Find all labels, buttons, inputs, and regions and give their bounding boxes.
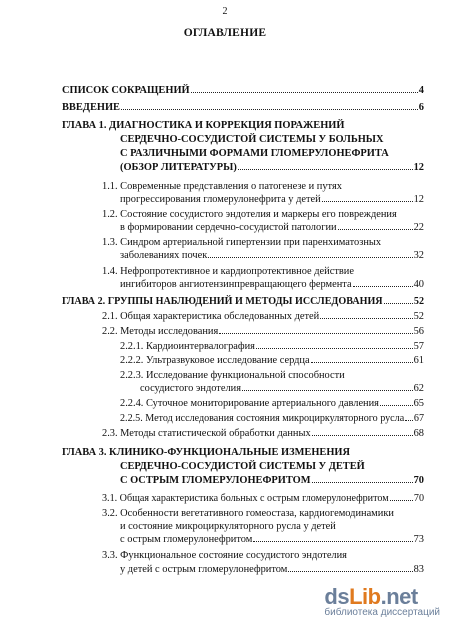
logo-part: ds bbox=[324, 584, 350, 609]
toc-entry-text: 1.2. Состояние сосудистого эндотелия и маркеры его повреждения bbox=[102, 209, 397, 220]
toc-leader bbox=[191, 92, 418, 93]
toc-entry-text: 1.4. Нефропротективное и кардиопротективное действие bbox=[102, 266, 354, 277]
toc-entry-last-line bbox=[120, 563, 424, 576]
toc-page: 65 bbox=[413, 398, 424, 409]
toc-leader bbox=[253, 541, 412, 542]
toc-entry-text: 1.1. Современные представления о патогенезе и путях bbox=[102, 181, 342, 192]
toc-leader bbox=[219, 333, 412, 334]
logo-part: Lib bbox=[349, 584, 381, 609]
toc-entry-text: С ОСТРЫМ ГЛОМЕРУЛОНЕФРИТОМ bbox=[120, 475, 311, 486]
toc-page: 32 bbox=[413, 250, 424, 261]
toc-entry-last-line bbox=[140, 382, 424, 395]
toc-entry-text: (ОБЗОР ЛИТЕРАТУРЫ) bbox=[120, 162, 237, 173]
toc-leader bbox=[242, 390, 413, 391]
toc-leader bbox=[238, 169, 413, 170]
toc-entry-text: 3.2. Особенности вегетативного гомеостаза, кардиогемодинамики bbox=[102, 508, 394, 519]
toc-entry-text: ГЛАВА 2. ГРУППЫ НАБЛЮДЕНИЙ И МЕТОДЫ ИССЛЕДОВАНИЯ bbox=[62, 296, 383, 307]
toc-entry-2-2-4[interactable] bbox=[120, 397, 424, 410]
toc-entry-text: СПИСОК СОКРАЩЕНИЙ bbox=[62, 85, 190, 96]
toc-entry-last-line bbox=[120, 221, 424, 234]
toc-entry-text: СЕРДЕЧНО-СОСУДИСТОЙ СИСТЕМЫ У ДЕТЕЙ bbox=[120, 461, 365, 472]
toc-page: 52 bbox=[413, 311, 424, 322]
toc-page: 62 bbox=[413, 383, 424, 394]
toc-entry-text: 2.1. Общая характеристика обследованных детей bbox=[102, 311, 320, 322]
toc-leader bbox=[353, 286, 413, 287]
toc-page: 40 bbox=[413, 279, 424, 290]
toc-page: 12 bbox=[413, 194, 424, 205]
toc-entry-text: 2.2. Методы исследования bbox=[102, 326, 219, 337]
toc-leader bbox=[390, 500, 413, 501]
toc-leader bbox=[384, 303, 413, 304]
toc-leader bbox=[256, 348, 413, 349]
toc-leader bbox=[208, 257, 412, 258]
toc-entry-text: сосудистого эндотелия bbox=[140, 383, 241, 394]
toc-entry-2-2-5[interactable] bbox=[120, 412, 424, 425]
toc-page: 70 bbox=[413, 475, 424, 486]
toc-entry-text: ГЛАВА 1. ДИАГНОСТИКА И КОРРЕКЦИЯ ПОРАЖЕНИЙ bbox=[62, 120, 345, 131]
toc-entry-text: 3.3. Функциональное состояние сосудистого эндотелия bbox=[102, 550, 347, 561]
toc-page: 73 bbox=[413, 534, 424, 545]
toc-entry-last-line bbox=[120, 533, 424, 546]
toc-entry-last-line bbox=[120, 161, 424, 174]
toc-entry-text: с острым гломерулонефритом bbox=[120, 534, 253, 545]
toc-leader bbox=[312, 435, 413, 436]
page-title: ОГЛАВЛЕНИЕ bbox=[183, 27, 267, 39]
toc-entry-text: 2.2.4. Суточное мониторирование артериального давления bbox=[120, 398, 379, 409]
toc-entry-text: 2.2.3. Исследование функциональной способности bbox=[120, 370, 345, 381]
toc-entry-text: 2.3. Методы статистической обработки данных bbox=[102, 428, 311, 439]
toc-page: 6 bbox=[418, 102, 424, 113]
toc-leader bbox=[338, 229, 413, 230]
toc-page: 67 bbox=[413, 413, 424, 424]
toc-page: 12 bbox=[413, 162, 424, 173]
toc-entry-last-line bbox=[120, 474, 424, 487]
toc-page: 22 bbox=[413, 222, 424, 233]
toc-entry-3-1[interactable] bbox=[102, 492, 424, 505]
toc-entry-text: прогрессирования гломерулонефрита у детей bbox=[120, 194, 321, 205]
toc-entry-text: ВВЕДЕНИЕ bbox=[62, 102, 120, 113]
toc-page: 83 bbox=[413, 564, 424, 575]
toc-entry-text: 3.1. Общая характеристика больных с острым гломерулонефритом bbox=[102, 493, 389, 504]
toc-page: 57 bbox=[413, 341, 424, 352]
watermark bbox=[324, 584, 440, 618]
toc-entry-2-2-2[interactable] bbox=[120, 354, 424, 367]
toc-leader bbox=[288, 571, 412, 572]
logo-part: .net bbox=[380, 584, 418, 609]
toc-entry-text: С РАЗЛИЧНЫМИ ФОРМАМИ ГЛОМЕРУЛОНЕФРИТА bbox=[120, 148, 389, 159]
toc-entry-text: ингибиторов ангиотензинпревращающего фермента bbox=[120, 279, 352, 290]
toc-entry-text: 1.3. Синдром артериальной гипертензии при паренхиматозных bbox=[102, 237, 382, 248]
toc-page: 70 bbox=[413, 493, 424, 504]
toc-entry-text: 2.2.1. Кардиоинтервалография bbox=[120, 341, 255, 352]
toc-entry-2-1[interactable] bbox=[102, 310, 424, 323]
toc-entry-abbrev[interactable] bbox=[62, 84, 424, 97]
toc-entry-text: ГЛАВА 3. КЛИНИКО-ФУНКЦИОНАЛЬНЫЕ ИЗМЕНЕНИЯ bbox=[62, 447, 351, 458]
toc-leader bbox=[320, 318, 412, 319]
toc-entry-text: заболеваниях почек bbox=[120, 250, 208, 261]
toc-leader bbox=[322, 201, 413, 202]
toc-entry-text: и состояние микроциркуляторного русла у детей bbox=[120, 521, 336, 532]
toc-entry-intro[interactable] bbox=[62, 101, 424, 114]
toc-entry-ch2[interactable] bbox=[62, 295, 424, 308]
toc-leader bbox=[311, 362, 413, 363]
toc-entry-text: 2.2.2. Ультразвуковое исследование сердца bbox=[120, 355, 310, 366]
toc-entry-text: 2.2.5. Метод исследования состояния микроциркуляторного русла bbox=[120, 413, 405, 424]
toc-entry-last-line bbox=[120, 193, 424, 206]
toc-entry-2-2[interactable] bbox=[102, 325, 424, 338]
toc-entry-2-2-1[interactable] bbox=[120, 340, 424, 353]
toc-leader bbox=[405, 420, 413, 421]
toc-leader bbox=[312, 482, 413, 483]
watermark-subtitle: библиотека диссертаций bbox=[324, 607, 440, 618]
toc-entry-last-line bbox=[120, 249, 424, 262]
toc-entry-2-3[interactable] bbox=[102, 427, 424, 440]
toc-leader bbox=[380, 405, 413, 406]
toc-page: 56 bbox=[413, 326, 424, 337]
toc-leader bbox=[121, 109, 418, 110]
toc-page: 4 bbox=[418, 85, 424, 96]
toc-entry-text: у детей с острым гломерулонефритом bbox=[120, 564, 288, 575]
toc-page: 68 bbox=[413, 428, 424, 439]
toc-entry-text: СЕРДЕЧНО-СОСУДИСТОЙ СИСТЕМЫ У БОЛЬНЫХ bbox=[120, 134, 384, 145]
toc-page: 52 bbox=[413, 296, 424, 307]
page-number: 2 bbox=[222, 6, 228, 17]
toc-entry-last-line bbox=[120, 278, 424, 291]
toc-entry-text: в формировании сердечно-сосудистой патологии bbox=[120, 222, 337, 233]
toc-page: 61 bbox=[413, 355, 424, 366]
